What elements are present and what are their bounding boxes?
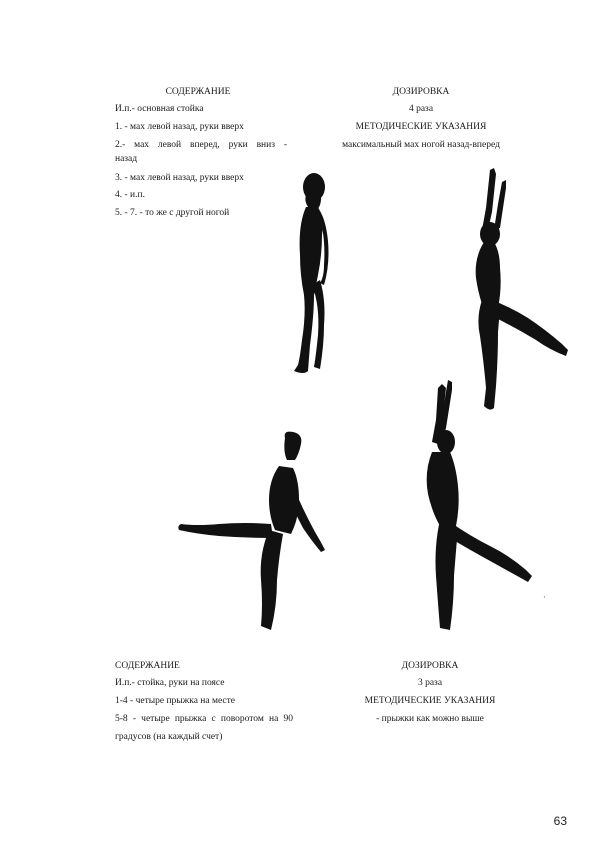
page-number: 63 — [553, 814, 567, 828]
section2-notes-text: - прыжки как можно выше — [376, 714, 484, 724]
section1-notes-header: МЕТОДИЧЕСКИЕ УКАЗАНИЯ — [355, 122, 487, 132]
section1-line-1: И.п.- основная стойка — [115, 104, 204, 114]
section2-line-2: 1-4 - четыре прыжка на месте — [115, 696, 236, 706]
section2-line-4: градусов (на каждый счет) — [115, 732, 223, 742]
section1-line-3: 2.- мах левой вперед, руки вниз - — [115, 140, 287, 150]
section1-dosage-header: ДОЗИРОВКА — [392, 87, 450, 97]
section1-notes-text: максимальный мах ногой назад-вперед — [342, 140, 500, 150]
section2-line-3: 5-8 - четыре прыжка с поворотом на 90 — [115, 714, 293, 724]
figure-arms-up-leg-side-icon — [420, 380, 550, 635]
section1-content-header: СОДЕРЖАНИЕ — [165, 87, 231, 97]
section2-notes-header: МЕТОДИЧЕСКИЕ УКАЗАНИЯ — [364, 696, 496, 706]
section1-line-6: 4. - и.п. — [115, 190, 145, 200]
figure-leg-forward-icon — [175, 430, 330, 632]
section2-line-1: И.п.- стойка, руки на поясе — [115, 678, 225, 688]
section2-content-header: СОДЕРЖАНИЕ — [115, 661, 180, 671]
section2-dosage-header: ДОЗИРОВКА — [401, 661, 459, 671]
section1-dosage-value: 4 раза — [408, 104, 434, 114]
figure-standing-icon — [290, 165, 340, 380]
figure-arms-up-leg-back-icon — [462, 168, 570, 416]
section1-line-2: 1. - мах левой назад, руки вверх — [115, 122, 244, 132]
section1-line-4: назад — [115, 154, 138, 164]
section1-line-5: 3. - мах левой назад, руки вверх — [115, 173, 244, 183]
section1-line-7: 5. - 7. - то же с другой ногой — [115, 208, 230, 218]
scan-speck: · — [543, 593, 546, 602]
section2-dosage-value: 3 раза — [417, 678, 443, 688]
